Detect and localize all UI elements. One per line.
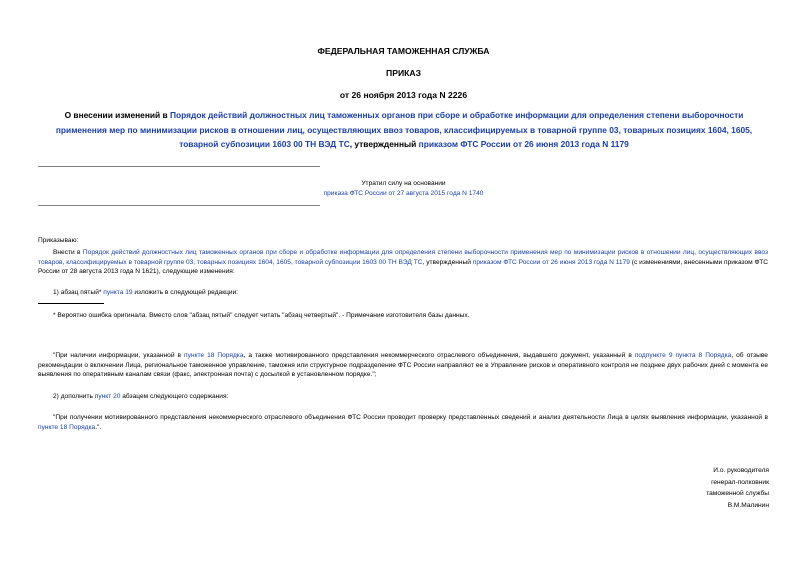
agency-name: ФЕДЕРАЛЬНАЯ ТАМОЖЕННАЯ СЛУЖБА — [317, 46, 490, 56]
link-point-20[interactable]: пункт 20 — [94, 393, 121, 400]
link-point-18-b[interactable]: пункте 18 Порядка — [38, 423, 96, 431]
title-link-procedure[interactable]: Порядок действий должностных лиц таможенных органов при сборе и обработке информации для определения степени выборочности применения мер по минимизации рисков в отношении лиц, осуществляющих ввоз товаров, классифицируемых в товарной группе 03, товарных позициях 1604, 1605, товарной субпозиции 1603 00 ТН ВЭД ТС — [55, 110, 753, 149]
link-subpoint-9[interactable]: подпункте 9 пункта 8 Порядка — [634, 352, 732, 359]
doc-type: ПРИКАЗ — [386, 68, 421, 78]
signature-name: В.М.Малинин — [727, 501, 769, 509]
doc-date-number: от 26 ноября 2013 года N 2226 — [339, 90, 468, 100]
signature-line-3: таможенной службы — [706, 490, 769, 498]
divider-top — [38, 166, 320, 167]
signature-block — [706, 465, 769, 511]
link-point-18-a[interactable]: пункте 18 Порядка — [184, 352, 244, 359]
footnote-rule — [38, 303, 104, 304]
divider-bottom — [38, 205, 320, 206]
link-point-19[interactable]: пункта 19 — [103, 289, 133, 296]
status-note-line: Утратил силу на основании — [361, 180, 446, 187]
signature-line-1: И.о. руководителя — [713, 467, 769, 474]
footnote: * Вероятно ошибка оригинала. Вместо слов "абзац пятый" следует читать "абзац четвертый". - Примечание изготовителя базы данных. — [53, 312, 470, 319]
signature-line-2: генерал-полковник — [711, 478, 769, 486]
title-middle: , утвержденный — [349, 139, 419, 149]
quote-2: "При получении мотивированного представления некоммерческого отраслевого объединения ФТС России проводит проверку представленных сведений и анализ деятельности Лица в целях выявления информации, указанной в пункте 18 Порядка.". — [38, 414, 768, 431]
title-prefix: О внесении изменений в — [64, 110, 171, 120]
link-procedure[interactable]: Порядок действий должностных лиц таможенных органов при сборе и обработке информации для определения степени выборочности применения мер по минимизации рисков в отношении лиц, осуществляющих ввоз товаров, классифицируемых в товарной группе 03, товарных позициях 1604, 1605, товарной субпозиции 1603 00 ТН ВЭД ТС — [38, 249, 769, 266]
paragraph-main: Внести в Порядок действий должностных лиц таможенных органов при сборе и обработке информации для определения степени выборочности применения мер по минимизации рисков в отношении лиц, осуществляющих ввоз товаров, классифицируемых в товарной группе 03, товарных позициях 1604, 1605, товарной субпозиции 1603 00 ТН ВЭД ТС, утвержденный приказом ФТС России от 26 июня 2013 года N 1179 (с изменениями, внесенными приказом ФТС России от 28 августа 2013 года N 1621), следующие изменения: — [38, 249, 769, 276]
status-note-link[interactable]: приказа ФТС России от 27 августа 2015 года N 1740 — [323, 190, 484, 197]
title-link-order[interactable]: приказом ФТС России от 26 июня 2013 года N 1179 — [418, 139, 629, 149]
item-1: 1) абзац пятый* пункта 19 изложить в следующей редакции: — [53, 289, 239, 296]
order-word: Приказываю: — [38, 237, 79, 244]
doc-title — [40, 108, 768, 152]
quote-1: "При наличии информации, указанной в пункте 18 Порядка, а также мотивированного представления некоммерческого отраслевого объединения, выдавшего документ, указанный в подпункте 9 пункта 8 Порядка, об отзыве рекомендации о включении Лица, региональное таможенное управление, таможня или структурное подразделение ФТС России направляют ее в Управление рисков и оперативного контроля не позднее двух рабочих дней с момента ее выявления по оперативным каналам связи (факс, электронная почта) с досылкой в установленном порядке."; — [38, 352, 768, 379]
link-order-1179[interactable]: приказом ФТС России от 26 июня 2013 года N 1179 — [472, 258, 630, 266]
item-2: 2) дополнить пункт 20 абзацем следующего содержания: — [53, 393, 229, 400]
